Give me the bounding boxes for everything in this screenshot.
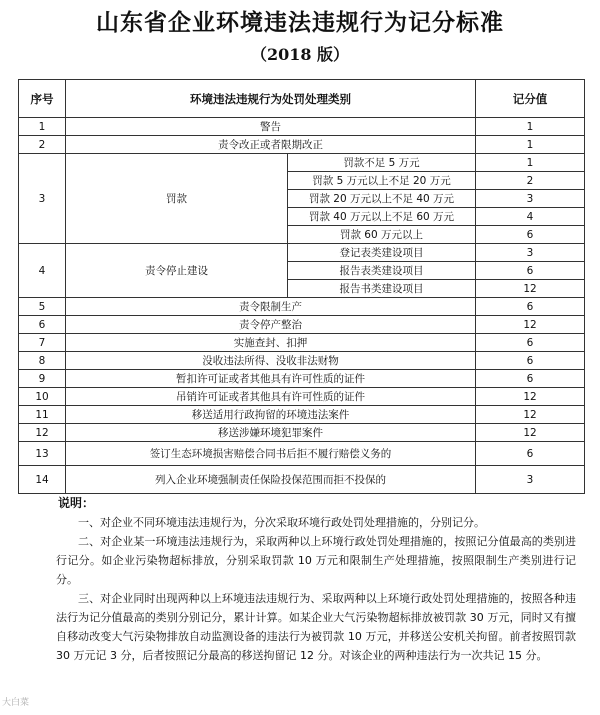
header-row <box>19 80 585 118</box>
notes-heading: 说明： <box>58 496 95 510</box>
document-title: 山东省企业环境违法违规行为记分标准 <box>96 10 504 36</box>
notes-section <box>56 494 576 665</box>
row-no: 5 <box>19 298 66 316</box>
row-category: 移送涉嫌环境犯罪案件 <box>66 424 476 442</box>
row-group-fine: 罚款 <box>66 154 288 244</box>
row-category: 实施查封、扣押 <box>66 334 476 352</box>
row-score: 12 <box>476 388 585 406</box>
row-category: 列入企业环境强制责任保险投保范围而拒不投保的 <box>66 466 476 494</box>
sub-category: 报告书类建设项目 <box>288 280 476 298</box>
row-category: 责令限制生产 <box>66 298 476 316</box>
row-no: 6 <box>19 316 66 334</box>
row-score: 4 <box>476 208 585 226</box>
watermark: 大白菜 <box>2 698 30 708</box>
scoring-table <box>18 79 585 494</box>
edition-label: （2018 版） <box>250 45 350 64</box>
sub-category: 罚款 60 万元以上 <box>288 226 476 244</box>
note-paragraph-2: 二、对企业某一环境违法违规行为，采取两种以上环境行政处罚处理措施的，按照记分值最高的类别进行记分。如企业污染物超标排放，分别采取罚款 10 万元和限制生产处理措施，按照限制生产类别进行记分。 <box>56 535 576 586</box>
row-score: 6 <box>476 298 585 316</box>
note-paragraph-1: 一、对企业不同环境违法违规行为，分次采取环境行政处罚处理措施的，分别记分。 <box>78 516 485 529</box>
table-row <box>19 424 585 442</box>
sub-category: 罚款 20 万元以上不足 40 万元 <box>288 190 476 208</box>
row-score: 12 <box>476 280 585 298</box>
table-row <box>19 154 585 172</box>
row-no: 11 <box>19 406 66 424</box>
sub-category: 登记表类建设项目 <box>288 244 476 262</box>
sub-category: 罚款 40 万元以上不足 60 万元 <box>288 208 476 226</box>
table-row <box>19 316 585 334</box>
table-row <box>19 442 585 466</box>
row-score: 1 <box>476 118 585 136</box>
note-paragraph-3: 三、对企业同时出现两种以上环境违法违规行为、采取两种以上环境行政处罚处理措施的，按照各种违法行为记分值最高的类别分别记分，累计计算。如某企业大气污染物超标排放被罚款 30 万元，同时又有擅自移动改变大气污染物排放自动监测设备的违法行为被罚款 10 万元，并移送公安机关拘留。前者按照罚款 30 万元记 3 分，后者按照记分最高的移送拘留记 12 分。对该企业的两种违法行为一次共记 15 分。 <box>56 592 576 662</box>
row-score: 12 <box>476 316 585 334</box>
row-category: 责令改正或者限期改正 <box>66 136 476 154</box>
row-category: 没收违法所得、没收非法财物 <box>66 352 476 370</box>
row-no: 12 <box>19 424 66 442</box>
row-score: 2 <box>476 172 585 190</box>
row-score: 12 <box>476 406 585 424</box>
row-score: 1 <box>476 136 585 154</box>
row-no: 13 <box>19 442 66 466</box>
table-row <box>19 406 585 424</box>
row-category: 签订生态环境损害赔偿合同书后拒不履行赔偿义务的 <box>66 442 476 466</box>
header-no: 序号 <box>19 80 66 118</box>
row-score: 6 <box>476 262 585 280</box>
row-score: 3 <box>476 190 585 208</box>
row-no: 3 <box>19 154 66 244</box>
row-no: 1 <box>19 118 66 136</box>
row-category: 暂扣许可证或者其他具有许可性质的证件 <box>66 370 476 388</box>
row-category: 责令停产整治 <box>66 316 476 334</box>
row-score: 3 <box>476 466 585 494</box>
row-no: 14 <box>19 466 66 494</box>
row-no: 7 <box>19 334 66 352</box>
row-category: 吊销许可证或者其他具有许可性质的证件 <box>66 388 476 406</box>
row-score: 6 <box>476 370 585 388</box>
table-row <box>19 298 585 316</box>
table-row <box>19 370 585 388</box>
sub-category: 罚款 5 万元以上不足 20 万元 <box>288 172 476 190</box>
row-score: 6 <box>476 226 585 244</box>
row-group-stop-construction: 责令停止建设 <box>66 244 288 298</box>
row-no: 10 <box>19 388 66 406</box>
row-no: 8 <box>19 352 66 370</box>
row-category: 警告 <box>66 118 476 136</box>
row-category: 移送适用行政拘留的环境违法案件 <box>66 406 476 424</box>
header-category: 环境违法违规行为处罚处理类别 <box>66 80 476 118</box>
row-score: 1 <box>476 154 585 172</box>
table-row <box>19 352 585 370</box>
table-row <box>19 244 585 262</box>
row-score: 12 <box>476 424 585 442</box>
row-no: 9 <box>19 370 66 388</box>
row-score: 6 <box>476 352 585 370</box>
sub-category: 报告表类建设项目 <box>288 262 476 280</box>
table-row <box>19 334 585 352</box>
table-row <box>19 388 585 406</box>
table-row <box>19 466 585 494</box>
row-no: 4 <box>19 244 66 298</box>
table-row <box>19 118 585 136</box>
sub-category: 罚款不足 5 万元 <box>288 154 476 172</box>
row-score: 3 <box>476 244 585 262</box>
row-no: 2 <box>19 136 66 154</box>
row-score: 6 <box>476 334 585 352</box>
table-row <box>19 136 585 154</box>
row-score: 6 <box>476 442 585 466</box>
header-score: 记分值 <box>476 80 585 118</box>
